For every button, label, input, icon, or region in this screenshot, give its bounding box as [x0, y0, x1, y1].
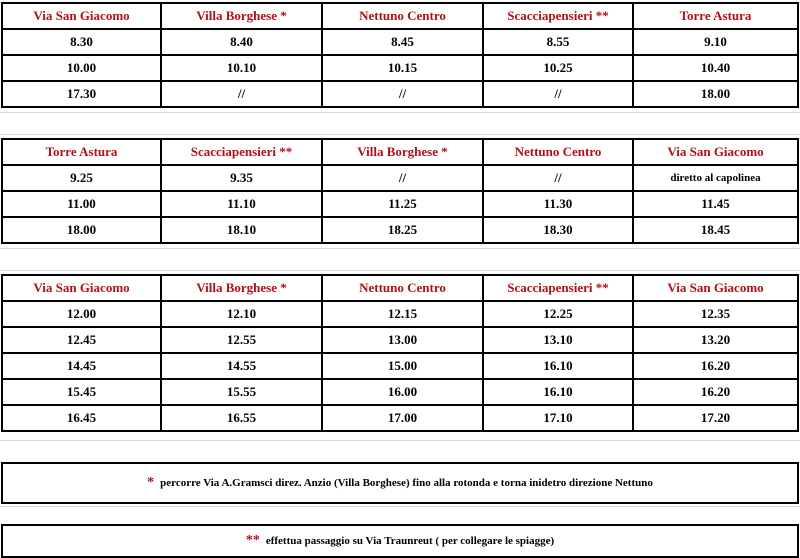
- time-cell: 10.25: [483, 55, 633, 81]
- grid-line: [0, 134, 800, 135]
- header-cell: Scacciapensieri **: [483, 275, 633, 301]
- time-cell: 12.45: [2, 327, 161, 353]
- time-cell: 17.10: [483, 405, 633, 431]
- time-cell: 14.45: [2, 353, 161, 379]
- header-cell: Nettuno Centro: [322, 3, 483, 29]
- time-cell: 14.55: [161, 353, 322, 379]
- time-cell: 18.00: [633, 81, 798, 107]
- time-cell: 11.25: [322, 191, 483, 217]
- time-cell: 17.00: [322, 405, 483, 431]
- header-cell: Via San Giacomo: [2, 3, 161, 29]
- time-cell: 18.00: [2, 217, 161, 243]
- table-row: [2, 301, 798, 327]
- time-cell: 16.20: [633, 353, 798, 379]
- time-cell: 18.45: [633, 217, 798, 243]
- time-cell: 16.45: [2, 405, 161, 431]
- header-row: [2, 3, 798, 29]
- time-cell: //: [322, 81, 483, 107]
- header-cell: Via San Giacomo: [633, 139, 798, 165]
- header-cell: Nettuno Centro: [322, 275, 483, 301]
- time-cell: 11.30: [483, 191, 633, 217]
- time-cell: //: [161, 81, 322, 107]
- time-cell: 10.10: [161, 55, 322, 81]
- time-cell: 8.40: [161, 29, 322, 55]
- header-cell: Torre Astura: [2, 139, 161, 165]
- time-cell: 12.10: [161, 301, 322, 327]
- grid-line: [0, 506, 800, 507]
- time-cell: 12.15: [322, 301, 483, 327]
- time-cell: 13.20: [633, 327, 798, 353]
- time-cell: 10.00: [2, 55, 161, 81]
- time-cell: 17.20: [633, 405, 798, 431]
- table-row: [2, 405, 798, 431]
- header-cell: Villa Borghese *: [161, 3, 322, 29]
- footnote-marker: *: [147, 475, 155, 490]
- time-cell: 15.55: [161, 379, 322, 405]
- grid-line: [0, 440, 800, 441]
- time-cell: 12.55: [161, 327, 322, 353]
- time-cell: 16.10: [483, 353, 633, 379]
- footnote-single-star: [1, 462, 799, 504]
- table-row: [2, 55, 798, 81]
- time-cell: 13.00: [322, 327, 483, 353]
- table-row: [2, 353, 798, 379]
- table-row: [2, 165, 798, 191]
- time-cell: 15.45: [2, 379, 161, 405]
- footnote-marker: **: [245, 533, 260, 548]
- header-row: [2, 275, 798, 301]
- time-cell: //: [483, 81, 633, 107]
- header-cell: Villa Borghese *: [322, 139, 483, 165]
- time-cell: 16.55: [161, 405, 322, 431]
- time-cell: 9.10: [633, 29, 798, 55]
- time-cell: 13.10: [483, 327, 633, 353]
- time-cell: //: [322, 165, 483, 191]
- footnote-text: percorre Via A.Gramsci direz. Anzio (Villa Borghese) fino alla rotonda e torna inidetro direzione Nettuno: [160, 477, 653, 489]
- time-cell: 9.35: [161, 165, 322, 191]
- header-cell: Torre Astura: [633, 3, 798, 29]
- footnote-text: effettua passaggio su Via Traunreut ( per collegare le spiagge): [265, 535, 555, 547]
- time-cell: 11.10: [161, 191, 322, 217]
- time-cell: 10.40: [633, 55, 798, 81]
- grid-line: [0, 248, 800, 249]
- time-cell: 18.30: [483, 217, 633, 243]
- time-cell: //: [483, 165, 633, 191]
- timetable-1: [1, 2, 799, 108]
- header-cell: Villa Borghese *: [161, 275, 322, 301]
- table-row: [2, 327, 798, 353]
- time-cell: 15.00: [322, 353, 483, 379]
- grid-line: [0, 112, 800, 113]
- time-cell: 11.45: [633, 191, 798, 217]
- table-row: [2, 191, 798, 217]
- time-cell: 16.10: [483, 379, 633, 405]
- header-row: [2, 139, 798, 165]
- time-cell: 17.30: [2, 81, 161, 107]
- time-cell: 8.30: [2, 29, 161, 55]
- timetable-2: [1, 138, 799, 244]
- table-row: [2, 379, 798, 405]
- time-cell: 10.15: [322, 55, 483, 81]
- time-cell: 12.35: [633, 301, 798, 327]
- time-cell: 11.00: [2, 191, 161, 217]
- time-cell: 8.55: [483, 29, 633, 55]
- grid-line: [0, 270, 800, 271]
- time-cell: 12.00: [2, 301, 161, 327]
- footnote-double-star: [1, 524, 799, 558]
- time-cell: 12.25: [483, 301, 633, 327]
- time-cell: 18.25: [322, 217, 483, 243]
- timetable-3: [1, 274, 799, 432]
- header-cell: Scacciapensieri **: [161, 139, 322, 165]
- time-cell: 16.00: [322, 379, 483, 405]
- table-row: [2, 29, 798, 55]
- time-cell: diretto al capolinea: [633, 165, 798, 191]
- time-cell: 8.45: [322, 29, 483, 55]
- header-cell: Via San Giacomo: [2, 275, 161, 301]
- header-cell: Via San Giacomo: [633, 275, 798, 301]
- time-cell: 16.20: [633, 379, 798, 405]
- table-row: [2, 81, 798, 107]
- header-cell: Nettuno Centro: [483, 139, 633, 165]
- time-cell: 18.10: [161, 217, 322, 243]
- time-cell: 9.25: [2, 165, 161, 191]
- table-row: [2, 217, 798, 243]
- header-cell: Scacciapensieri **: [483, 3, 633, 29]
